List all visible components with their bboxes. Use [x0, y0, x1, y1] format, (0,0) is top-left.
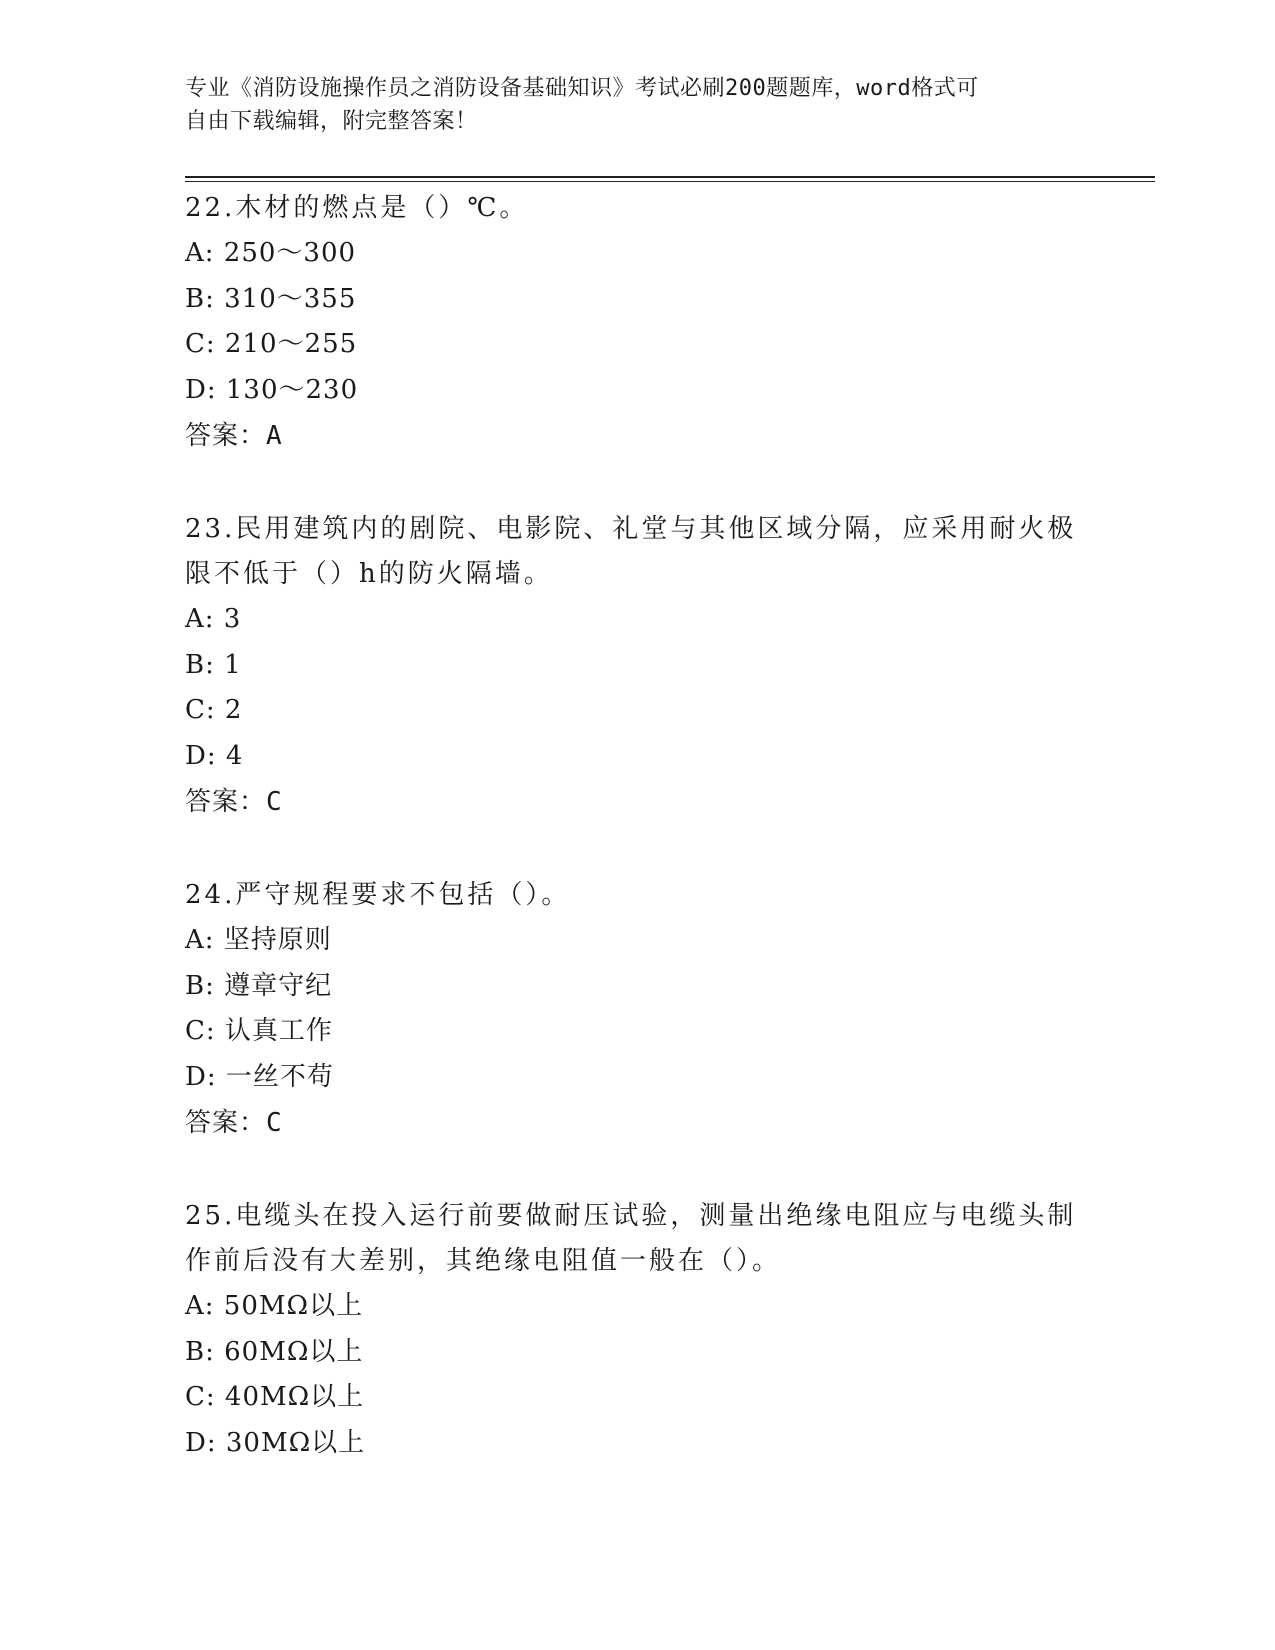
question-23 [185, 507, 1085, 825]
document-header [185, 72, 1065, 138]
option-b: B: 遵章守纪 [185, 970, 333, 1001]
question-22 [185, 186, 1085, 459]
question-stem: 24.严守规程要求不包括（）。 [185, 880, 571, 910]
option-b: B: 310～355 [185, 283, 357, 314]
option-b: B: 60MΩ以上 [185, 1336, 364, 1367]
option-d: D: 一丝不苟 [185, 1061, 334, 1092]
option-c: C: 40MΩ以上 [185, 1382, 365, 1412]
option-a: A: 250～300 [185, 238, 357, 268]
option-b: B: 1 [185, 649, 242, 680]
question-list [185, 186, 1085, 1514]
header-line-2: 自由下载编辑，附完整答案！ [185, 109, 478, 134]
question-stem: 23.民用建筑内的剧院、电影院、礼堂与其他区域分隔，应采用耐火极限不低于（）h的防火隔墙。 [185, 514, 1077, 589]
answer-line: 答案：A [185, 421, 283, 451]
option-d: D: 4 [185, 740, 244, 771]
question-24 [185, 873, 1085, 1146]
option-c: C: 210～255 [185, 329, 358, 359]
option-c: C: 认真工作 [185, 1016, 333, 1046]
answer-line: 答案：C [185, 787, 283, 817]
answer-line: 答案：C [185, 1108, 283, 1138]
option-a: A: 50MΩ以上 [185, 1291, 364, 1321]
option-d: D: 30MΩ以上 [185, 1427, 366, 1458]
option-d: D: 130～230 [185, 374, 359, 405]
question-stem: 25.电缆头在投入运行前要做耐压试验，测量出绝缘电阻应与电缆头制作前后没有大差别，其绝缘电阻值一般在（）。 [185, 1201, 1077, 1276]
option-a: A: 坚持原则 [185, 925, 332, 955]
option-c: C: 2 [185, 695, 243, 725]
header-divider-thin [185, 181, 1155, 182]
question-stem: 22.木材的燃点是（）℃。 [185, 193, 529, 223]
option-a: A: 3 [185, 604, 242, 634]
question-25 [185, 1194, 1085, 1466]
header-divider-thick [185, 176, 1155, 178]
header-line-1: 专业《消防设施操作员之消防设备基础知识》考试必刷200题题库，word格式可 [185, 76, 979, 101]
